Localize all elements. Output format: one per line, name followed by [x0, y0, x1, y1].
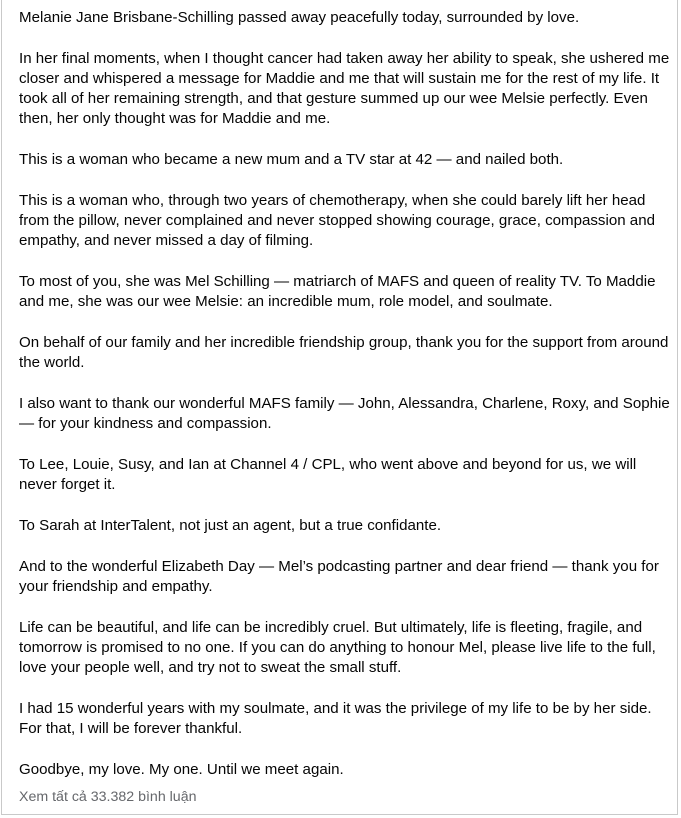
post-paragraph-8: To Lee, Louie, Susy, and Ian at Channel 4 / CPL, who went above and beyond for us, we will never forget it. — [19, 456, 637, 494]
post-paragraph-10: And to the wonderful Elizabeth Day — Mel’s podcasting partner and dear friend — thank you for your friendship and empathy. — [19, 558, 659, 596]
post-paragraph-9: To Sarah at InterTalent, not just an agent, but a true confidante. — [19, 517, 442, 535]
post-paragraph-13: Goodbye, my love. My one. Until we meet again. — [19, 761, 344, 779]
post-paragraph-12: I had 15 wonderful years with my soulmate, and it was the privilege of my life to be by her side. For that, I will be forever thankful. — [19, 700, 652, 738]
view-all-comments-link[interactable]: Xem tất cả 33.382 bình luận — [19, 789, 197, 805]
post-paragraph-5: To most of you, she was Mel Schilling — matriarch of MAFS and queen of reality TV. To Maddie and me, she was our wee Melsie: an incredible mum, role model, and soulmate. — [19, 273, 656, 311]
post-paragraph-7: I also want to thank our wonderful MAFS family — John, Alessandra, Charlene, Roxy, and Sophie — for your kindness and compassion. — [19, 395, 670, 433]
post-paragraph-1: Melanie Jane Brisbane-Schilling passed away peacefully today, surrounded by love. — [19, 9, 580, 26]
post-card — [1, 0, 678, 815]
post-paragraph-6: On behalf of our family and her incredible friendship group, thank you for the support from around the world. — [19, 334, 669, 372]
post-body — [19, 8, 671, 780]
post-paragraph-3: This is a woman who became a new mum and a TV star at 42 — and nailed both. — [19, 151, 564, 169]
post-paragraph-4: This is a woman who, through two years of chemotherapy, when she could barely lift her head from the pillow, never complained and never stopped showing courage, grace, compassion and empathy, and never missed a day of filming. — [19, 192, 655, 250]
post-paragraph-11: Life can be beautiful, and life can be incredibly cruel. But ultimately, life is fleeting, fragile, and tomorrow is promised to no one. If you can do anything to honour Mel, please live life to the full, love your people well, and try not to sweat the small stuff. — [19, 619, 656, 677]
post-paragraph-2: In her final moments, when I thought cancer had taken away her ability to speak, she ushered me closer and whispered a message for Maddie and me that will sustain me for the rest of my life. It took all of her remaining strength, and that gesture summed up our wee Melsie perfectly. Even then, her only thought was for Maddie and me. — [19, 49, 670, 128]
